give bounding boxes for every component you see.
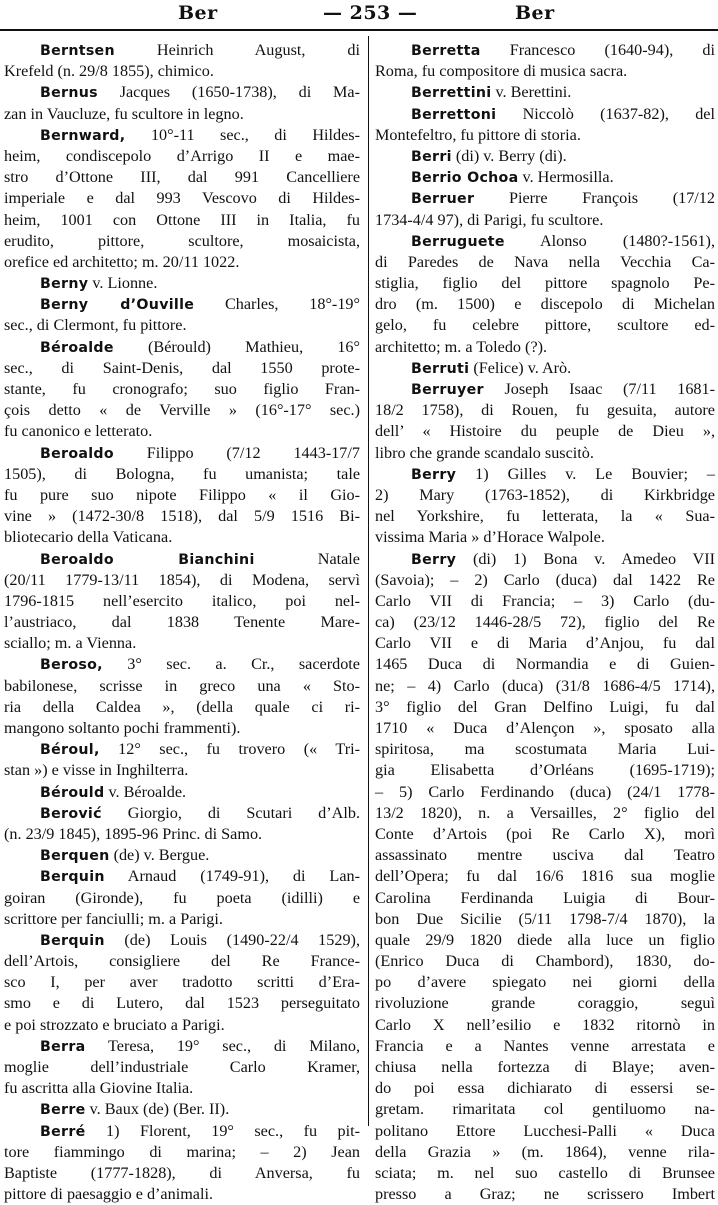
entry-text: goiran (Gironde), fu poeta (idilli) e [4,888,360,907]
entry-headword: Beroso, [40,657,103,674]
entry-text: fu canonico e letterato. [4,422,153,441]
entry-text-line [4,1015,360,1036]
entry-text: Arnaud (1749-91), di Lan- [104,867,360,886]
entry-headword: Beroaldo [40,445,114,462]
entry-headword-line [375,82,715,103]
entry-text-line [4,379,360,400]
entry-text: dell’Opera; fu dal 16/6 1816 sua moglie [375,867,715,886]
entry-text: nel Yorkshire, fu letterata, la « Sua- [375,507,715,526]
entry-text: v. Berettini. [491,83,572,102]
entry-text: chiusa nella fortezza di Blaye; aven- [375,1058,715,1076]
entry-text: do poi essa dichiarato di essersi se- [375,1079,715,1098]
entry-text-line [4,993,360,1014]
entry-headword: Berntsen [40,43,115,59]
entry-text: 1) Gilles v. Le Bouvier; – [456,464,715,483]
entry-text: libro che grande scandalo suscitò. [375,443,594,462]
entry-text: tore fiammingo di marina; – 2) Jean [4,1142,360,1161]
entry-text: Joseph Isaac (7/11 1681- [483,380,715,398]
entry-text: Carlo X nell’esilio e 1832 ritornò in [375,1015,715,1034]
entry-text: v. Baux (de) (Ber. II). [85,1100,230,1119]
entry-headword: Béroalde [40,339,114,356]
entry-text: Jacques (1650-1738), di Ma- [97,83,360,102]
entry-text: bon Due Sicilie (5/11 1798-7/4 1870), la [375,909,715,928]
entry-text-line [375,739,715,760]
entry-text: Carlo VII di Francia; – 3) Carlo (du- [375,591,715,610]
entry-text-line [4,421,360,442]
entry-text-line [4,210,360,231]
entry-headword-line [375,358,715,379]
entry-text: Alonso (1480?-1561), [504,231,715,250]
entry-headword: Bernward, [40,127,126,144]
entry-text: sec., di Clermont, fu pittore. [4,316,187,335]
entry-text-line [4,824,360,845]
entry-text-line [375,676,715,697]
entry-text-line [375,337,715,358]
entry-text-line [375,951,715,972]
entry-headword-line [4,443,360,464]
entry-text-line [4,231,360,252]
entry-text: Roma, fu compositore di musica sacra. [375,62,628,81]
entry-text: ca) (23/12 1446-28/5 72), figlio del Re [375,613,715,632]
entry-headword-line [4,549,360,570]
entry-text: gelo, fu celebre pittore, scultore ed- [375,316,715,335]
entry-text: sciata; m. nel suo castello di Brunsee [375,1163,715,1182]
entry-text: rivoluzione grande coraggio, seguì [375,994,715,1013]
entry-text: assassinato mentre usciva dal Teatro [375,846,715,865]
entry-text: sec., di Saint-Denis, dal 1550 prote- [4,358,360,377]
entry-text-line [375,612,715,633]
entry-text: v. Lionne. [88,274,158,293]
entry-text: 18/2 1758), di Rouen, fu gesuita, autore [375,401,715,420]
entry-text: 1710 « Duca d’Alençon », sposato alla [375,719,715,737]
entry-text-line [4,760,360,781]
entry-text: 3° sec. a. Cr., sacerdote [102,655,360,674]
entry-text: Carolina Ferdinanda Luigia di Bour- [375,888,715,907]
entry-headword-line [375,104,715,125]
entry-headword-line [4,1036,360,1057]
entry-headword-line [4,337,360,358]
entry-text: di Paredes de Nava nella Vecchia Ca- [375,252,715,271]
entry-text-line [375,930,715,951]
entry-text: babilonese, scrisse in greco una « Sto- [4,676,360,695]
entry-text: erudito, pittore, scultore, mosaicista, [4,231,360,250]
entry-text-line [375,1057,715,1078]
entry-text: 1734-4/4 97), di Parigi, fu scultore. [375,210,604,229]
entry-text: 2) Mary (1763-1852), di Kirkbridge [375,485,715,504]
page-header [0,0,718,30]
entry-text-line [375,125,715,146]
entry-text-line [375,570,715,591]
entry-text: Francia e a Nantes venne arrestata e [375,1036,715,1055]
entry-text: 12° sec., fu trovero (« Tri- [99,740,360,759]
entry-text-line [375,1099,715,1120]
entry-text-line [375,845,715,866]
entry-text: stiglia, figlio del pittore spagnolo Pe- [375,274,715,293]
entry-headword-line [4,273,360,294]
entry-text-line [4,909,360,930]
entry-text: spiritosa, ma scostumata Maria Lui- [375,740,715,759]
entry-headword-line [375,146,715,167]
entry-headword-line [4,125,360,146]
entry-text-line [4,612,360,633]
entry-text: Pierre François (17/12 [474,189,715,208]
entry-headword-line [4,782,360,803]
entry-text: sciallo; m. a Vienna. [4,634,137,653]
entry-text: (di) 1) Bona v. Amedeo VII [456,549,715,568]
entry-headword: Berović [40,805,102,822]
entry-headword: Berrettini [411,85,492,102]
entry-text: Filippo (7/12 1443-17/7 [113,443,360,462]
entry-headword-line [375,188,715,209]
entry-headword: Berre [40,1102,86,1119]
entry-text: della Grazia » (m. 1864), venne rila- [375,1142,715,1161]
entry-text-line [375,866,715,887]
entry-text-line [375,718,715,739]
entry-text-line [375,760,715,781]
entry-text-line [4,972,360,993]
entry-text-line [375,252,715,273]
entry-headword: Berra [40,1038,86,1055]
entry-headword: Berretta [411,43,481,59]
entry-headword-line [4,1121,360,1142]
entry-text: Baptiste (1777-1828), di Anversa, fu [4,1163,360,1182]
entry-text: (Enrico Duca di Chambord), 1830, do- [375,952,715,971]
entry-text: Francesco (1640-94), di [480,41,715,59]
entry-headword-line [375,379,715,400]
entry-text: (Felice) v. Arò. [469,358,572,377]
entry-text: 13/2 1820), n. a Versailles, 2° figlio del [375,803,715,822]
entry-text: Carlo VII e di Maria d’Anjou, fu dal [375,634,715,653]
entry-text: presso a Graz; ne scrissero Imbert [375,1185,715,1204]
entry-text-line [375,803,715,824]
entry-text-line [375,697,715,718]
entry-text-line [4,104,360,125]
entry-text-line [4,591,360,612]
entry-text: 1796-1815 nell’esercito italico, poi nel- [4,591,360,610]
entry-text-line [4,61,360,82]
entry-headword: Béroul, [40,742,100,759]
entry-text-line [4,718,360,739]
entry-headword: Berquin [40,869,105,886]
entry-headword: Berny [40,276,89,293]
entry-text-line [375,972,715,993]
entry-text: Krefeld (n. 29/8 1855), chimico. [4,62,214,81]
entry-text-line [375,443,715,464]
entry-text-line [375,824,715,845]
entry-text-line [375,273,715,294]
entry-text: heim, condiscepolo d’Arrigo II e mae- [4,146,360,165]
entry-text-line [4,951,360,972]
column-divider [368,36,369,1126]
entry-headword-line [4,930,360,951]
page-number: — 253 — [323,2,418,24]
entry-text-line [4,315,360,336]
entry-text: imperiale e dal 993 Vescovo di Hildes- [4,189,360,208]
left-column [4,40,360,1205]
entry-text-line [4,464,360,485]
entry-text: 1465 Duca di Normandia e di Guien- [375,655,715,674]
entry-text: dell’Artois, consigliere del Re France- [4,952,360,971]
entry-text-line [4,1078,360,1099]
entry-text: (Bérould) Mathieu, 16° [113,337,360,356]
entry-text: architetto; m. a Toledo (?). [375,337,548,356]
entry-text-line [375,1078,715,1099]
entry-headword: Berruti [411,360,470,377]
entry-text: – 5) Carlo Ferdinando (duca) (24/1 1778- [375,782,715,801]
entry-headword-line [375,549,715,570]
entry-text: pittore di paesaggio e d’animali. [4,1185,214,1204]
entry-text: 1505), di Bologna, fu umanista; tale [4,464,360,483]
entry-headword: Berré [40,1123,86,1140]
entry-text-line [4,485,360,506]
entry-text: v. Béroalde. [104,782,187,801]
entry-headword-line [4,654,360,675]
entry-text-line [4,167,360,188]
entry-headword-line [375,231,715,252]
entry-text: Teresa, 19° sec., di Milano, [85,1036,360,1055]
entry-text: Natale [254,549,360,568]
entry-text: dell’ « Histoire du peuple de Dieu », [375,422,715,441]
entry-text: gia Elisabetta d’Orléans (1695-1719); [375,761,715,780]
entry-text-line [4,1184,360,1205]
entry-text-line [375,1142,715,1163]
entry-text: vissima Maria » d’Horace Walpole. [375,528,605,547]
entry-text: stante, fu cronografo; suo figlio Fran- [4,380,360,398]
entry-text-line [375,527,715,548]
entry-headword: Berruer [411,191,475,208]
entry-text: ne; – 4) Carlo (duca) (31/8 1686-4/5 1714), [375,676,715,695]
header-right-guide-word: Ber [515,2,555,24]
entry-text-line [375,909,715,930]
entry-text: 10°-11 sec., di Hildes- [125,125,360,144]
header-left-guide-word: Ber [178,2,218,24]
entry-text-line [375,993,715,1014]
entry-text-line [4,697,360,718]
entry-text-line [375,315,715,336]
entry-text: 3° figlio del Gran Delfino Luigi, fu dal [375,697,715,716]
entry-headword-line [4,845,360,866]
entry-text-line [4,633,360,654]
entry-text: heim, 1001 con Ottone III in Italia, fu [4,210,360,229]
entry-text: (Savoia); – 2) Carlo (duca) dal 1422 Re [375,570,715,589]
entry-text: Charles, 18°-19° [194,295,360,314]
entry-text-line [375,210,715,231]
entry-text: l’austriaco, dal 1838 Tenente Mare- [4,613,360,632]
entry-text: dro (m. 1500) e discepolo di Michelan [375,295,715,314]
entry-text: v. Hermosilla. [518,168,614,187]
entry-headword-line [4,803,360,824]
entry-text-line [375,1184,715,1205]
entry-text: smo e di Lutero, dal 1523 perseguitato [4,994,360,1013]
entry-text: Giorgio, di Scutari d’Alb. [101,803,360,822]
entry-text: fu ascritta alla Giovine Italia. [4,1079,194,1098]
entry-headword: Berquen [40,848,110,865]
entry-text: (n. 23/9 1845), 1895-96 Princ. di Samo. [4,824,263,843]
entry-headword: Beroaldo Bianchini [40,551,255,568]
entry-text-line [375,1036,715,1057]
entry-headword: Berri [411,148,452,165]
entry-headword: Bérould [40,784,105,801]
entry-text: Heinrich August, di [114,41,360,59]
entry-headword-line [4,739,360,760]
entry-text: moglie dell’industriale Carlo Kramer, [4,1058,360,1076]
entry-headword-line [4,866,360,887]
entry-text-line [4,252,360,273]
entry-text-line [4,1142,360,1163]
entry-text-line [4,146,360,167]
entry-text: 1) Florent, 19° sec., fu pit- [85,1121,360,1140]
entry-text-line [375,888,715,909]
entry-text: fu pure suo nipote Filippo « il Gio- [4,485,360,504]
entry-text: bliotecario della Vaticana. [4,528,173,547]
entry-text-line [4,570,360,591]
entry-text: politano Ettore Lucchesi-Palli « Duca [375,1121,715,1140]
entry-text: (de) v. Bergue. [109,846,210,865]
entry-text-line [375,421,715,442]
entry-text-line [4,506,360,527]
entry-text: (de) Louis (1490-22/4 1529), [104,930,360,949]
right-column [375,40,715,1205]
entry-text-line [4,188,360,209]
entry-text-line [4,527,360,548]
entry-text: gretam. rimaritata col gentiluomo na- [375,1100,715,1119]
entry-text: zan in Vaucluze, fu scultore in legno. [4,104,244,123]
entry-headword: Berruyer [411,382,484,398]
entry-headword-line [4,294,360,315]
entry-text: ria della Caldea », (della quale ci ri- [4,697,360,716]
entry-text-line [375,485,715,506]
entry-text: sco I, per aver tradotto scritti d’Era- [4,973,360,992]
entry-text: Conte d’Artois (poi Re Carlo X), morì [375,824,715,843]
entry-text-line [375,400,715,421]
entry-headword: Berrettoni [411,106,497,123]
entry-headword-line [4,40,360,61]
entry-text: vine » (1472-30/8 1518), dal 5/9 1516 Bi- [4,507,360,526]
entry-headword: Berny d’Ouville [40,297,195,314]
entry-text-line [375,782,715,803]
entry-text-line [375,506,715,527]
entry-headword-line [375,40,715,61]
entry-text-line [375,654,715,675]
entry-text: (di) v. Berry (di). [451,146,567,165]
entry-text: stro d’Ottone III, dal 991 Cancelliere [4,168,360,187]
entry-text-line [375,294,715,315]
entry-headword: Berquin [40,932,105,949]
entry-text: orefice ed architetto; m. 20/11 1022. [4,252,240,271]
entry-text-line [375,1015,715,1036]
header-rule [0,29,718,31]
entry-headword: Berry [411,551,457,568]
entry-text-line [375,633,715,654]
entry-text: stan ») e visse in Inghilterra. [4,761,189,780]
entry-text-line [375,1163,715,1184]
entry-headword: Berry [411,466,457,483]
entry-text-line [375,591,715,612]
entry-text-line [4,1163,360,1184]
entry-headword-line [375,167,715,188]
entry-headword: Berruguete [411,233,505,250]
entry-text: scrittore per fanciulli; m. a Parigi. [4,909,223,928]
entry-text-line [4,358,360,379]
entry-text: Niccolò (1637-82), del [496,104,715,123]
entry-text: (20/11 1779-13/11 1854), di Modena, servì [4,570,360,589]
entry-headword-line [4,82,360,103]
entry-text: mangono soltanto pochi frammenti). [4,719,241,737]
entry-text: quale 29/9 1820 diede alla luce un figlio [375,930,715,949]
entry-headword-line [375,464,715,485]
entry-text-line [375,1121,715,1142]
entry-text-line [4,400,360,421]
entry-text-line [375,61,715,82]
entry-headword: Bernus [40,85,98,102]
entry-text-line [4,1057,360,1078]
entry-text: e poi strozzato e bruciato a Parigi. [4,1015,225,1034]
entry-headword-line [4,1099,360,1120]
entry-text-line [4,676,360,697]
entry-text: po d’avere spiegato nei giorni della [375,973,715,992]
entry-text: çois detto « de Verville » (16°-17° sec.) [4,401,360,420]
entry-text: Montefeltro, fu pittore di storia. [375,125,581,144]
entry-headword: Berrio Ochoa [411,170,519,187]
entry-text-line [4,888,360,909]
